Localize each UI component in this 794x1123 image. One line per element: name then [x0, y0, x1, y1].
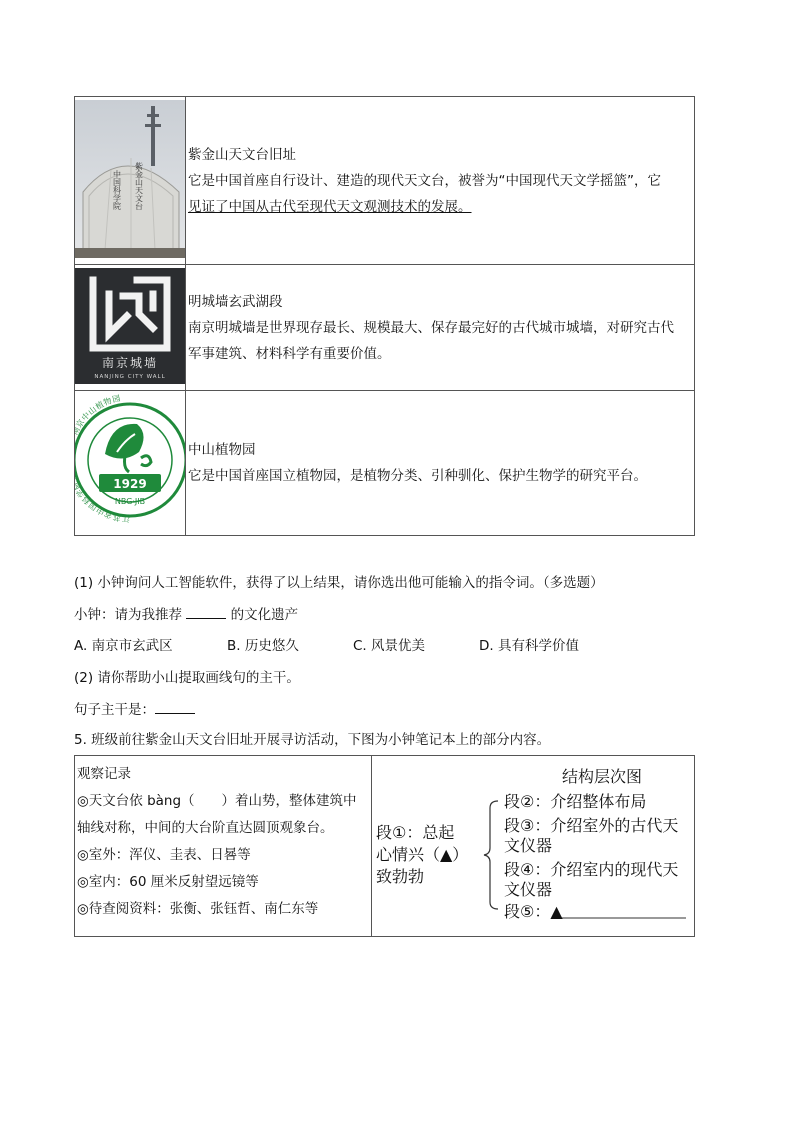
structure-p4-line1: 段④：介绍室内的现代天 [504, 860, 679, 879]
q5-stem: 5. 班级前往紫金山天文台旧址开展寻访活动，下图为小钟笔记本上的部分内容。 [74, 732, 551, 748]
heritage-row-citywall [75, 265, 695, 391]
garden-logo-ring-text: 江苏省中国科学 京中山植物园 [75, 393, 131, 523]
citywall-desc-line1: 南京明城墙是世界现存最长、规模最大、保存最完好的古代城市城墙，对研究古代 [188, 319, 674, 336]
garden-text-cell [186, 391, 695, 536]
citywall-desc-line2: 军事建筑、材料科学有重要价值。 [188, 345, 391, 362]
citywall-logo-en: NANJING CITY WALL [94, 373, 166, 380]
observatory-photo [75, 100, 185, 258]
observatory-photo-cell [75, 97, 186, 265]
structure-p5: 段⑤：▲ [504, 902, 563, 921]
citywall-text-cell [186, 265, 695, 391]
observatory-desc-line1: 它是中国首座自行设计、建造的现代天文台，被誉为“中国现代天文学摇篮”，它 [188, 172, 661, 189]
garden-logo-cell [75, 391, 186, 536]
structure-root-line2: 心情兴（▲） [376, 845, 469, 864]
observation-cell [75, 756, 372, 937]
q1-option-a[interactable]: A. 南京市玄武区 [74, 638, 173, 654]
observatory-inscription-right: 紫金山天文台 [134, 161, 144, 210]
observation-line2: 轴线对称，中间的大台阶直达圆顶观象台。 [77, 820, 334, 836]
observatory-inscription-left: 中国科学院 [112, 169, 122, 210]
garden-logo [75, 394, 185, 529]
citywall-logo-cell [75, 265, 186, 391]
structure-p3-line1: 段③：介绍室外的古代天 [504, 816, 679, 835]
garden-name: 中山植物园 [188, 442, 256, 458]
observation-line4: ◎室内：60 厘米反射望远镜等 [77, 874, 259, 890]
structure-p4-line2: 文仪器 [504, 880, 553, 899]
structure-p2: 段②：介绍整体布局 [504, 792, 647, 811]
observation-line3: ◎室外：浑仪、圭表、日晷等 [77, 847, 251, 863]
citywall-name: 明城墙玄武湖段 [188, 293, 283, 310]
garden-logo-year: 1929 [113, 476, 147, 491]
garden-logo-code: NBG·JIB [114, 496, 146, 506]
q1-prompt-before: 小钟：请为我推荐 [74, 607, 182, 623]
observatory-underlined-sentence: 见证了中国从古代至现代天文观测技术的发展。 [188, 198, 472, 215]
structure-p4 [504, 860, 678, 900]
q1-prompt-after: 的文化遗产 [230, 607, 299, 623]
observatory-name: 紫金山天文台旧址 [188, 146, 296, 163]
structure-p3 [504, 816, 678, 856]
q1-option-b[interactable]: B. 历史悠久 [227, 638, 299, 654]
observation-line5: ◎待查阅资料：张衡、张钰哲、南仁东等 [77, 901, 319, 917]
garden-desc: 它是中国首座国立植物园，是植物分类、引种驯化、保护生物学的研究平台。 [188, 468, 647, 484]
q2-answer [74, 699, 195, 720]
q1-options [74, 636, 579, 656]
observation-line1: ◎天文台依 bàng（ ）着山势，整体建筑中 [77, 793, 357, 809]
structure-cell [372, 756, 695, 937]
heritage-row-garden [75, 391, 695, 536]
q1-option-d[interactable]: D. 具有科学价值 [479, 638, 579, 654]
citywall-logo-cn: 南京城墙 [101, 355, 159, 370]
q2-stem: (2) 请你帮助小山提取画线句的主干。 [74, 670, 300, 686]
heritage-table [74, 96, 695, 536]
q2-answer-label: 句子主干是： [74, 702, 155, 718]
notebook-table [74, 755, 695, 937]
q2-blank[interactable] [155, 699, 195, 714]
observation-title: 观察记录 [77, 766, 131, 782]
q1-blank[interactable] [186, 604, 226, 619]
heritage-row-observatory [75, 97, 695, 265]
citywall-logo [75, 268, 185, 384]
q1-option-c[interactable]: C. 风景优美 [353, 638, 426, 654]
structure-root-line1: 段①：总起 [376, 823, 455, 842]
structure-p3-line2: 文仪器 [504, 836, 553, 855]
observatory-text-cell [186, 97, 695, 265]
structure-title: 结构层次图 [562, 767, 643, 786]
q1-prompt [74, 604, 298, 625]
q1-stem: (1) 小钟询问人工智能软件，获得了以上结果，请你选出他可能输入的指令词。（多选题） [74, 575, 604, 591]
structure-root-line3: 致勃勃 [376, 867, 425, 886]
